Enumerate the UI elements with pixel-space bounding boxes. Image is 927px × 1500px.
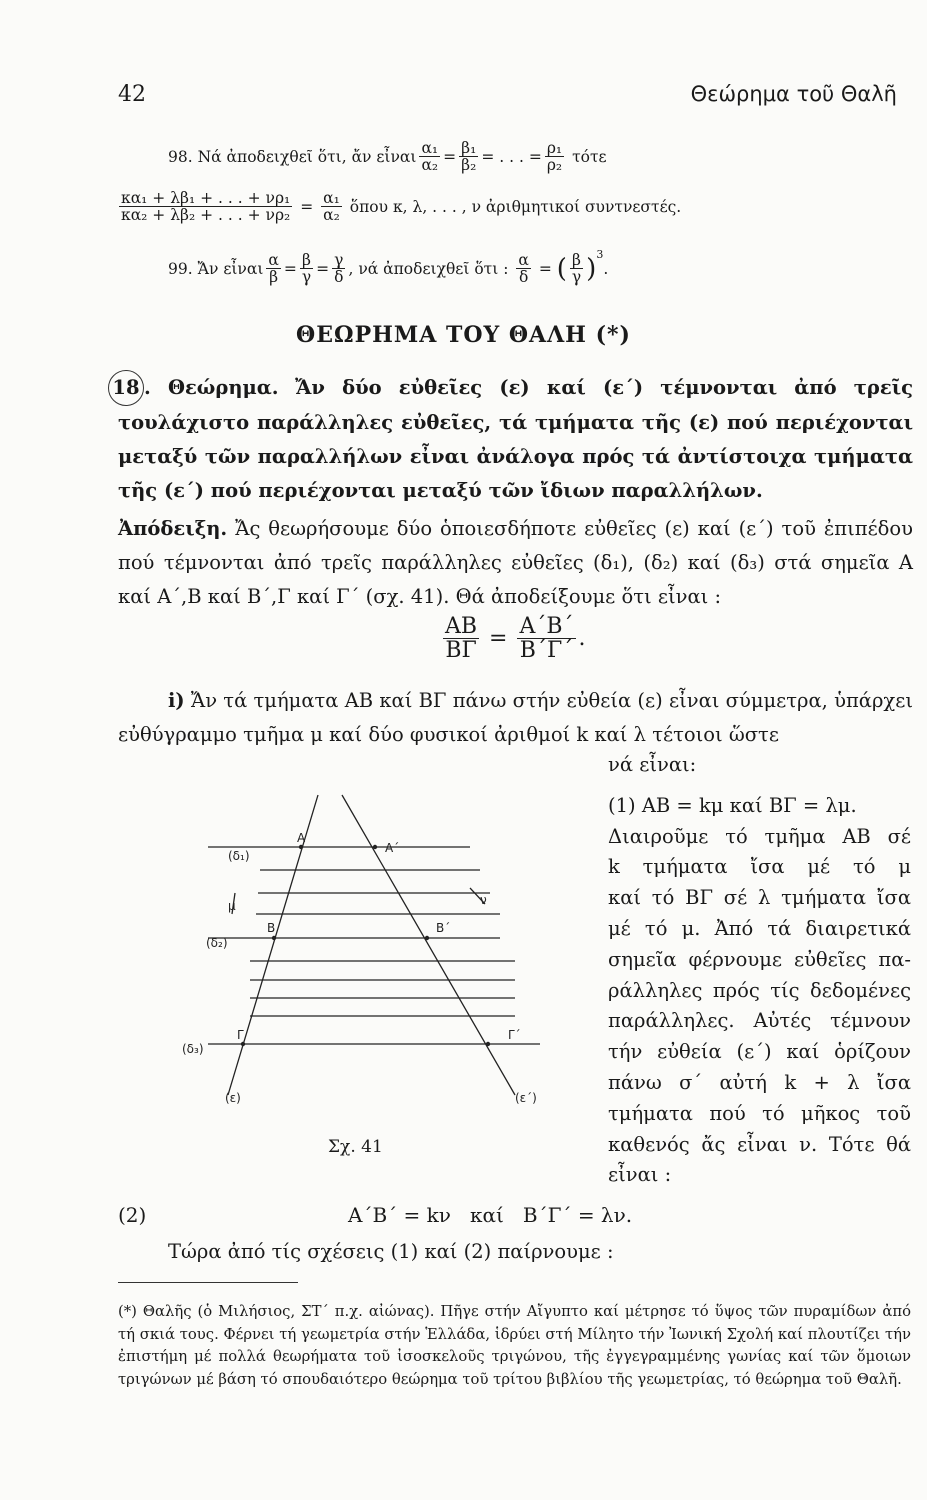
equation-2: Α΄Β΄ = kν καί Β΄Γ΄ = λν. — [348, 1203, 633, 1227]
footnote-rule — [118, 1282, 298, 1283]
equation-1: (1) ΑΒ = kμ καί ΒΓ = λμ. — [608, 793, 857, 817]
exercise-98-line1: 98 . Νά ἀποδειχθεῖ ὅτι, ἄν εἶναι $\frac{\text{α₁}}{\text{α₂}}$ = $\frac{\text{β₁}}{\text{β₂}}$ = . . . = $\frac{\text{ρ₁}}{\text{ρ₂}}$ τότε — [168, 139, 607, 175]
figure-caption: Σχ. 41 — [328, 1137, 383, 1157]
fraction: $\frac{\text{α₁}}{\text{α₂}}$ — [323, 189, 340, 225]
exercise-98-line2: $\frac{\text{κα₁ + λβ₁ + . . . + νρ₁}}{\text{κα₂ + λβ₂ + . . . + νρ₂}}$ = $\frac{\text{α₁}}{\text{α₂}}$ ὅπου κ, λ, . . . , ν ἀριθμητικοί συντνεστές. — [121, 189, 682, 225]
fraction: $\frac{\alpha}{\delta}$ — [518, 251, 529, 287]
fraction: $\frac{\text{ρ₁}}{\text{ρ₂}}$ — [546, 139, 563, 175]
page-number: 42 — [118, 82, 146, 107]
fraction: $\frac{AB}{B\Gamma}$ — [445, 614, 478, 664]
fraction: $\frac{\text{α₁}}{\text{α₂}}$ — [421, 139, 439, 175]
case-i-paragraph — [118, 684, 913, 752]
section-heading: ΘΕΩΡΗΜΑ ΤΟΥ ΘΑΛΗ (*) — [296, 322, 631, 348]
theorem-paragraph: 18 . Θεώρημα. Ἄν δύο εὐθεῖες (ε) καί (ε΄) τέμνονται ἀπό τρεῖς τουλάχιστο παράλληλες εὐθεῖες, τά τμήματα τῆς (ε) πού περιέχονται μεταξύ τῶν παραλλήλων εἶναι ἀνάλογα πρός τά ἀντίστοιχα τμήματα τῆς (ε΄) πού περιέχονται μεταξύ τῶν ἴδιων παραλλήλων. — [118, 370, 913, 508]
fraction: $\frac{\text{κα₁ + λβ₁ + . . . + νρ₁}}{\text{κα₂ + λβ₂ + . . . + νρ₂}}$ — [121, 189, 291, 225]
running-title: Θεώρημα τοῦ Θαλῆ — [690, 82, 897, 106]
exercise-number: 98 — [168, 147, 188, 166]
exercise-number: 99 — [168, 259, 188, 278]
label-d2: (δ₂) — [206, 936, 228, 950]
exercise-99: 99 . Ἄν εἶναι $\frac{\alpha}{\beta}$ = $\frac{\beta}{\gamma}$ = $\frac{\gamma}{\delta}$ , νά ἀποδειχθεῖ ὅτι : $\frac{\alpha}{\delta}$ = ( $\frac{\beta}{\gamma}$ ) $^3$ . — [168, 248, 609, 287]
label-G: Γ — [237, 1028, 244, 1042]
fraction: $\frac{\gamma}{\delta}$ — [334, 251, 344, 287]
label-G-prime: Γ΄ — [508, 1028, 521, 1042]
now-line: Τώρα ἀπό τίς σχέσεις (1) καί (2) παίρνουμε : — [168, 1240, 614, 1263]
case-label: i) — [168, 689, 185, 712]
ratio-equation: $\frac{AB}{B\Gamma}$ = $\frac{A΄B΄}{B΄\Gamma΄}$ . — [445, 614, 586, 664]
label-e: (ε) — [225, 1091, 241, 1105]
fraction: $\frac{\text{β₁}}{\text{β₂}}$ — [461, 139, 477, 175]
label-d1: (δ₁) — [228, 849, 250, 863]
proof-paragraph — [118, 512, 913, 614]
exercise-text: ὅπου κ, λ, . . . , ν ἀριθμητικοί συντνεστές. — [349, 197, 682, 216]
label-B: Β — [267, 921, 276, 935]
label-nu: ν — [480, 893, 487, 907]
label-mu: μ — [228, 899, 236, 913]
line-e-prime — [342, 795, 515, 1095]
footnote: (*) Θαλῆς (ὁ Μιλήσιος, ΣΤ΄ π.χ. αἰώνας). Πῆγε στήν Αἴγυπτο καί μέτρησε τό ὕψος τῶν πυραμίδων ἀπό τή σκιά τους. Φέρνει τή γεωμετρία στήν Ἑλλάδα, ἱδρύει στή Μίλητο τήν Ἰωνική Σχολή καί πλουτίζει τήν ἐπιστήμη μέ πολλά θεωρήματα τοῦ ἰσοσκελοῦς τριγώνου, τῆς ἐγγεγραμμένης γωνίας καί τῶν ὅμοιων τριγώνων μέ βάση τό σπουδαιότερο θεώρημα τοῦ τρίτου βιβλίου τῆς γεωμετρίας, τό θεώρημα τοῦ Θαλῆ. — [118, 1303, 911, 1388]
fraction: $\frac{\beta}{\gamma}$ — [571, 251, 582, 287]
exercise-text: Νά ἀποδειχθεῖ ὅτι, ἄν εἶναι — [197, 147, 417, 166]
fraction: $\frac{\alpha}{\beta}$ — [268, 251, 279, 287]
theorem-number: 18 — [108, 370, 144, 406]
label-A-prime: Α΄ — [385, 841, 400, 855]
proof-text: Ἄς θεωρήσουμε δύο ὁποιεσδήποτε εὐθεῖες (ε) καί (ε΄) τοῦ ἐπιπέδου πού τέμνονται ἀπό τρεῖς παράλληλες εὐθεῖες (δ₁), (δ₂) καί (δ₃) στά σημεῖα Α καί Α΄,Β καί Β΄,Γ καί Γ΄ (σχ. 41). Θά ἀποδείξουμε ὅτι εἶναι : — [118, 517, 914, 608]
label-B-prime: Β΄ — [436, 921, 451, 935]
figure-41 — [180, 790, 580, 1110]
proof-label: Ἀπόδειξη. — [118, 517, 228, 540]
case-i-side-text: νά εἶναι: (1) ΑΒ = kμ καί ΒΓ = λμ. Διαιροῦμε τό τμῆμα ΑΒ σέ k τμήματα ἴσα μέ τό μ καί τό ΒΓ σέ λ τμήματα ἴσα μέ τό μ. Ἀπό τά διαιρετικά σημεῖα φέρνουμε εὐθεῖες πα- ράλληλες πρός τίς δεδομένες παράλληλες. Αὐτές τέμνουν τήν εὐθεία (ε΄) καί ὁρίζουν πάνω σ΄ αὐτή k + λ ἴσα τμήματα πού τό μῆκος τοῦ καθενός ἄς εἶναι ν. Τότε θά εἶναι : — [608, 753, 911, 1187]
label-d3: (δ₃) — [182, 1042, 204, 1056]
label-e-prime: (ε΄) — [515, 1091, 537, 1105]
fraction: $\frac{\beta}{\gamma}$ — [301, 251, 312, 287]
exercise-text: Ἄν εἶναι — [197, 259, 264, 278]
theorem-text: Ἄν δύο εὐθεῖες (ε) καί (ε΄) τέμνονται ἀπό τρεῖς τουλάχιστο παράλληλες εὐθεῖες, τά τμήματα τῆς (ε) πού περιέχονται μεταξύ τῶν παραλλήλων εἶναι ἀνάλογα πρός τά ἀντίστοιχα τμήματα τῆς (ε΄) πού περιέχονται μεταξύ τῶν ἴδιων παραλλήλων. — [118, 376, 913, 502]
equation-2-number: (2) — [118, 1203, 147, 1227]
theorem-label: Θεώρημα. — [167, 376, 279, 399]
label-A: Α — [297, 831, 306, 845]
fraction: $\frac{A΄B΄}{B΄\Gamma΄}$ — [519, 614, 574, 664]
case-text: Ἄν τά τμήματα ΑΒ καί ΒΓ πάνω στήν εὐθεία (ε) εἶναι σύμμετρα, ὑπάρχει εὐθύγραμμο τμῆμα μ καί δύο φυσικοί ἀριθμοί k καί λ τέτοιοι ὥστε — [118, 689, 913, 746]
